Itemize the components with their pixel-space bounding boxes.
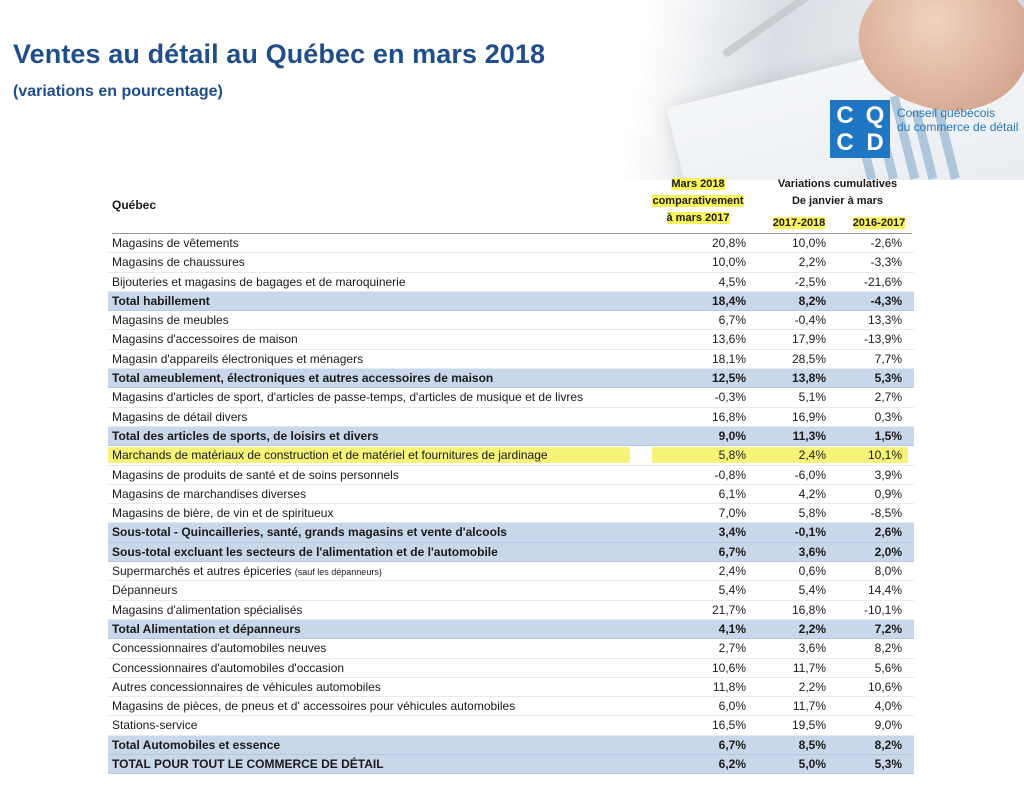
table-total-row <box>108 620 914 639</box>
header-col-mars-line2: comparativement <box>652 195 744 207</box>
row-label: Magasins de meubles <box>112 313 229 328</box>
row-value-v1: 4,1% <box>718 621 746 636</box>
row-value-v3: 8,2% <box>874 737 902 752</box>
table-row <box>108 581 914 600</box>
row-value-v3: 3,9% <box>874 467 902 482</box>
table-total-row <box>108 369 914 388</box>
header-year2-label: 2016-2017 <box>852 217 906 229</box>
row-value-v2: 0,6% <box>798 564 826 579</box>
row-value-v3: 4,0% <box>874 699 902 714</box>
row-label: Autres concessionnaires de véhicules automobiles <box>112 679 381 694</box>
row-value-v1: 2,7% <box>718 641 746 656</box>
row-value-v2: 13,8% <box>791 371 826 386</box>
row-value-v2: 11,7% <box>792 699 826 714</box>
table-total-row <box>108 292 914 311</box>
row-label: Total habillement <box>112 293 210 308</box>
row-value-v1: 16,5% <box>711 718 746 733</box>
row-value-v1: 6,2% <box>718 757 746 772</box>
header-photo <box>560 0 1024 180</box>
row-value-v1: -0,3% <box>714 390 746 405</box>
row-value-v3: -3,3% <box>870 255 902 270</box>
retail-table <box>108 234 914 774</box>
row-value-v3: -21,6% <box>863 274 902 289</box>
table-row <box>108 350 914 369</box>
row-label: Magasins de marchandises diverses <box>112 486 307 501</box>
header-year1-label: 2017-2018 <box>772 217 826 229</box>
row-value-v1: 3,4% <box>718 525 746 540</box>
table-row <box>108 253 914 272</box>
row-value-v2: 3,6% <box>798 641 826 656</box>
row-value-v1: 20,8% <box>711 236 746 250</box>
row-value-v3: 13,3% <box>867 313 902 328</box>
row-value-v3: 14,4% <box>867 583 902 598</box>
table-row <box>108 408 914 427</box>
row-value-v1: 21,7% <box>711 602 746 617</box>
row-value-v2: 5,4% <box>798 583 826 598</box>
table-total-row <box>108 427 914 446</box>
row-value-v1: 13,6% <box>711 332 746 347</box>
row-label: Magasins de produits de santé et de soins personnels <box>112 467 399 482</box>
row-value-v3: 10,1% <box>867 448 902 463</box>
logo-caption <box>897 106 1018 134</box>
row-value-v1: 16,8% <box>711 409 746 424</box>
row-value-v3: 8,0% <box>874 564 902 579</box>
row-value-v2: 10,0% <box>791 236 826 250</box>
header-col-mars <box>650 176 746 227</box>
row-value-v3: 5,6% <box>874 660 902 675</box>
row-value-v3: 0,9% <box>874 486 902 501</box>
row-label: Magasins de chaussures <box>112 255 245 270</box>
row-value-v1: 11,8% <box>712 679 746 694</box>
row-label: Magasins d'accessoires de maison <box>112 332 298 347</box>
header-col-mars-line1: Mars 2018 <box>671 178 725 190</box>
row-value-v2: 11,3% <box>792 428 826 443</box>
row-label: Magasin d'appareils électroniques et ménagers <box>112 351 364 366</box>
header-cumulative-line1: Variations cumulatives <box>777 178 898 190</box>
logo-caption-line2: du commerce de détail <box>897 120 1019 134</box>
row-value-v3: 2,0% <box>874 544 902 559</box>
row-value-v3: 9,0% <box>874 718 902 733</box>
table-row <box>108 466 914 485</box>
table-row <box>108 504 914 523</box>
row-label: Magasins de vêtements <box>112 236 239 250</box>
row-value-v3: 5,3% <box>874 371 902 386</box>
row-value-v3: 2,6% <box>874 525 902 540</box>
row-value-v1: 6,7% <box>718 737 746 752</box>
row-value-v1: 4,5% <box>718 274 746 289</box>
logo-letter: C <box>836 101 854 129</box>
row-value-v2: 2,4% <box>798 448 826 463</box>
row-value-v1: 7,0% <box>718 506 746 521</box>
row-label: Total Automobiles et essence <box>112 737 281 752</box>
table-row <box>108 659 914 678</box>
row-value-v2: -0,1% <box>794 525 826 540</box>
cqcd-logo <box>830 100 890 158</box>
table-total-row <box>108 523 914 542</box>
table-row <box>108 234 914 253</box>
row-value-v1: 10,0% <box>711 255 746 270</box>
row-value-v3: 0,3% <box>874 409 902 424</box>
row-value-v1: 18,4% <box>711 293 746 308</box>
row-value-v2: 2,2% <box>798 255 826 270</box>
row-value-v3: 7,7% <box>874 351 902 366</box>
row-label: Sous-total - Quincailleries, santé, grands magasins et vente d'alcools <box>112 525 507 540</box>
table-row <box>108 273 914 292</box>
row-value-v2: -6,0% <box>794 467 826 482</box>
row-value-v3: -2,6% <box>870 236 902 250</box>
row-label: Marchands de matériaux de construction et de matériel et fournitures de jardinage <box>112 448 548 463</box>
row-label: Magasins de pièces, de pneus et d' accessoires pour véhicules automobiles <box>112 699 516 714</box>
row-label: Magasins d'alimentation spécialisés <box>112 602 303 617</box>
row-value-v1: 10,6% <box>711 660 746 675</box>
table-row <box>108 697 914 716</box>
table-row <box>108 311 914 330</box>
row-value-v3: 5,3% <box>874 757 902 772</box>
page-subtitle: (variations en pourcentage) <box>13 83 223 100</box>
row-label: Sous-total excluant les secteurs de l'alimentation et de l'automobile <box>112 544 498 559</box>
row-value-v2: 3,6% <box>798 544 826 559</box>
row-value-v2: -2,5% <box>794 274 826 289</box>
table-row <box>108 330 914 349</box>
page-title: Ventes au détail au Québec en mars 2018 <box>13 39 546 69</box>
row-value-v3: 8,2% <box>874 641 902 656</box>
table-total-row <box>108 543 914 562</box>
table-row <box>108 639 914 658</box>
row-value-v2: 16,9% <box>791 409 826 424</box>
table-row <box>108 562 914 581</box>
row-value-v2: 2,2% <box>798 679 826 694</box>
row-label: Magasins d'articles de sport, d'articles de passe-temps, d'articles de musique et de livres <box>112 390 584 405</box>
row-label: Dépanneurs <box>112 583 178 598</box>
row-value-v2: 8,5% <box>798 737 826 752</box>
row-value-v2: 4,2% <box>798 486 826 501</box>
row-value-v2: 28,5% <box>791 351 826 366</box>
header-col-mars-line3: à mars 2017 <box>666 212 730 224</box>
header-year-2017-2018 <box>764 215 834 232</box>
row-value-v3: -8,5% <box>870 506 902 521</box>
row-value-v1: 6,0% <box>718 699 746 714</box>
row-value-v2: -0,4% <box>794 313 826 328</box>
header-region: Québec <box>112 198 157 212</box>
row-label: Bijouteries et magasins de bagages et de maroquinerie <box>112 274 406 289</box>
row-value-v2: 8,2% <box>798 293 826 308</box>
row-value-v3: 10,6% <box>867 679 902 694</box>
row-value-v3: 2,7% <box>874 390 902 405</box>
row-value-v2: 2,2% <box>798 621 826 636</box>
row-label: Stations-service <box>112 718 198 733</box>
table-row <box>108 601 914 620</box>
row-value-v1: 2,4% <box>718 564 746 579</box>
row-value-v3: -4,3% <box>870 293 902 308</box>
row-value-v2: 5,8% <box>798 506 826 521</box>
row-value-v2: 11,7% <box>792 660 826 675</box>
row-label: Concessionnaires d'automobiles d'occasion <box>112 660 345 675</box>
row-value-v1: -0,8% <box>714 467 746 482</box>
table-row <box>108 388 914 407</box>
row-label: Total ameublement, électroniques et autres accessoires de maison <box>112 371 494 386</box>
logo-letter: D <box>866 128 884 156</box>
row-note: (sauf les dépanneurs) <box>294 567 382 578</box>
row-value-v3: 7,2% <box>874 621 902 636</box>
row-value-v3: 1,5% <box>874 428 902 443</box>
row-value-v1: 5,8% <box>718 448 746 463</box>
row-value-v3: -10,1% <box>863 602 902 617</box>
row-value-v2: 17,9% <box>791 332 826 347</box>
row-label: Total des articles de sports, de loisirs et divers <box>112 428 379 443</box>
row-value-v1: 18,1% <box>711 351 746 366</box>
row-value-v2: 5,0% <box>798 757 826 772</box>
row-label: Supermarchés et autres épiceries (sauf les dépanneurs) <box>112 564 382 579</box>
row-value-v1: 6,7% <box>718 313 746 328</box>
row-label: TOTAL POUR TOUT LE COMMERCE DE DÉTAIL <box>112 757 384 772</box>
table-row <box>108 485 914 504</box>
row-label: Magasins de bière, de vin et de spiritueux <box>112 506 334 521</box>
header-cumulative <box>760 176 915 210</box>
row-label: Total Alimentation et dépanneurs <box>112 621 301 636</box>
table-total-row <box>108 755 914 774</box>
row-value-v2: 19,5% <box>791 718 826 733</box>
logo-letter: C <box>836 128 854 156</box>
row-value-v1: 9,0% <box>718 428 746 443</box>
row-label: Concessionnaires d'automobiles neuves <box>112 641 327 656</box>
logo-letter: Q <box>865 101 885 129</box>
table-total-row <box>108 736 914 755</box>
row-value-v1: 5,4% <box>718 583 746 598</box>
header-year-2016-2017 <box>846 215 912 232</box>
row-value-v2: 5,1% <box>798 390 826 405</box>
row-value-v1: 6,7% <box>718 544 746 559</box>
logo-caption-line1: Conseil québécois <box>897 106 996 120</box>
header-cumulative-line2: De janvier à mars <box>791 195 884 207</box>
row-value-v1: 12,5% <box>711 371 746 386</box>
row-value-v1: 6,1% <box>718 486 746 501</box>
pen-decoration <box>721 0 848 58</box>
row-label: Magasins de détail divers <box>112 409 248 424</box>
row-value-v2: 16,8% <box>791 602 826 617</box>
table-row <box>108 678 914 697</box>
row-value-v3: -13,9% <box>863 332 902 347</box>
table-row <box>108 716 914 735</box>
table-row <box>108 446 914 465</box>
